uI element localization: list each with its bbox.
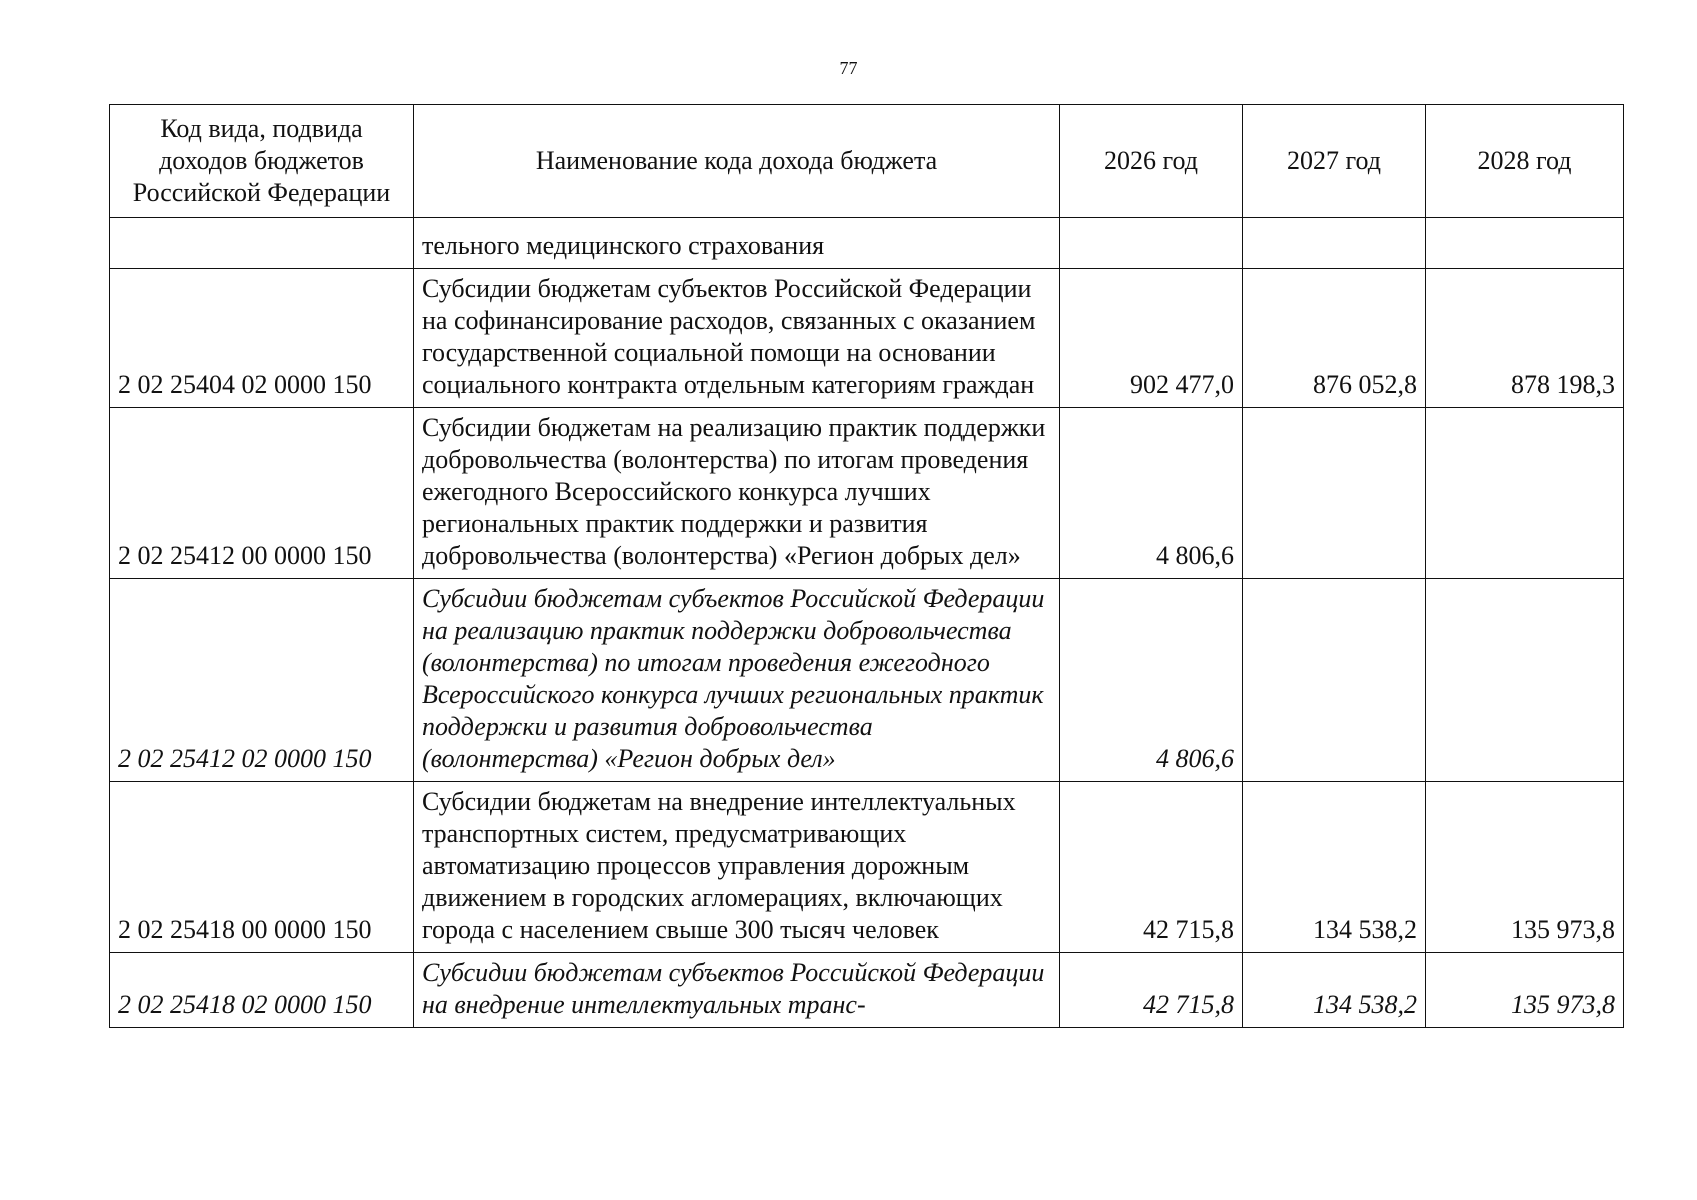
header-year-2027: 2027 год bbox=[1243, 105, 1426, 218]
table-row bbox=[110, 218, 1624, 269]
row-value-2026: 4 806,6 bbox=[1060, 579, 1243, 782]
table-header bbox=[110, 105, 1624, 218]
row-value-2027 bbox=[1243, 408, 1426, 579]
row-name: Субсидии бюджетам субъектов Российской Федерации на внедрение интеллектуальных транс- bbox=[414, 953, 1060, 1028]
row-value-2026: 42 715,8 bbox=[1060, 782, 1243, 953]
row-value-2026: 4 806,6 bbox=[1060, 408, 1243, 579]
row-value-2028: 135 973,8 bbox=[1426, 782, 1624, 953]
row-value-2028: 135 973,8 bbox=[1426, 953, 1624, 1028]
row-code: 2 02 25418 00 0000 150 bbox=[110, 782, 414, 953]
row-value-2027: 134 538,2 bbox=[1243, 782, 1426, 953]
row-name: Субсидии бюджетам на реализацию практик поддержки добровольчества (волонтерства) по итогам проведения ежегодного Всероссийского конкурса лучших региональных практик поддержки и развития добровольчества (волонтерства) «Регион добрых дел» bbox=[414, 408, 1060, 579]
header-row bbox=[110, 105, 1624, 218]
row-name: Субсидии бюджетам субъектов Российской Федерации на софинансирование расходов, связанных с оказанием государственной социальной помощи на основании социального контракта отдельным категориям граждан bbox=[414, 269, 1060, 408]
row-code: 2 02 25412 02 0000 150 bbox=[110, 579, 414, 782]
header-year-2028: 2028 год bbox=[1426, 105, 1624, 218]
row-code: 2 02 25418 02 0000 150 bbox=[110, 953, 414, 1028]
row-value-2028: 878 198,3 bbox=[1426, 269, 1624, 408]
header-code: Код вида, подвида доходов бюджетов Российской Федерации bbox=[110, 105, 414, 218]
table-row bbox=[110, 269, 1624, 408]
row-name: тельного медицинского страхования bbox=[414, 218, 1060, 269]
row-name: Субсидии бюджетам на внедрение интеллектуальных транспортных систем, предусматривающих автоматизацию процессов управления дорожным движением в городских агломерациях, включающих города с населением свыше 300 тысяч человек bbox=[414, 782, 1060, 953]
row-value-2027 bbox=[1243, 579, 1426, 782]
row-value-2027: 134 538,2 bbox=[1243, 953, 1426, 1028]
row-value-2028 bbox=[1426, 579, 1624, 782]
row-code: 2 02 25412 00 0000 150 bbox=[110, 408, 414, 579]
header-name: Наименование кода дохода бюджета bbox=[414, 105, 1060, 218]
table-row bbox=[110, 408, 1624, 579]
row-value-2028 bbox=[1426, 408, 1624, 579]
row-value-2026: 42 715,8 bbox=[1060, 953, 1243, 1028]
header-year-2026: 2026 год bbox=[1060, 105, 1243, 218]
row-value-2026: 902 477,0 bbox=[1060, 269, 1243, 408]
page-number: 77 bbox=[839, 58, 858, 78]
row-value-2027: 876 052,8 bbox=[1243, 269, 1426, 408]
row-code bbox=[110, 218, 414, 269]
table-row bbox=[110, 953, 1624, 1028]
table-row bbox=[110, 782, 1624, 953]
row-value-2028 bbox=[1426, 218, 1624, 269]
budget-revenue-table bbox=[109, 104, 1624, 1028]
table-body bbox=[110, 218, 1624, 1028]
row-value-2026 bbox=[1060, 218, 1243, 269]
table-row bbox=[110, 579, 1624, 782]
row-value-2027 bbox=[1243, 218, 1426, 269]
row-code: 2 02 25404 02 0000 150 bbox=[110, 269, 414, 408]
row-name: Субсидии бюджетам субъектов Российской Федерации на реализацию практик поддержки добровольчества (волонтерства) по итогам проведения ежегодного Всероссийского конкурса лучших региональных практик поддержки и развития добровольчества (волонтерства) «Регион добрых дел» bbox=[414, 579, 1060, 782]
